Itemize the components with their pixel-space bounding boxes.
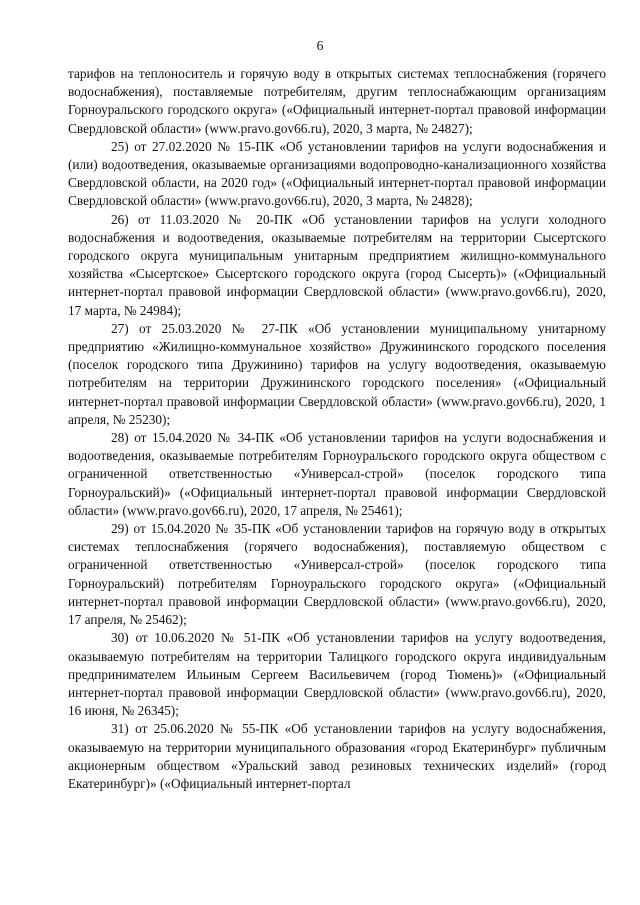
paragraph-continuation: тарифов на теплоноситель и горячую воду в открытых системах теплоснабжения (горячего водоснабжения), поставляемые потребителям, другим теплоснабжающим организациям Горноуральского городского округа» («Официальный интернет-портал правовой информации Свердловской области» (www.pravo.gov66.ru), 2020, 3 марта, № 24827); — [68, 66, 606, 136]
document-body — [68, 65, 606, 793]
page-number: 6 — [316, 38, 324, 53]
paragraph-item-28: 28) от 15.04.2020 № 34-ПК «Об установлении тарифов на услуги водоснабжения и водоотведения, оказываемые потребителям Горноуральского городского округа обществом с ограниченной ответственностью «Универсал-строй» (поселок городского типа Горноуральский)» («Официальный интернет-портал правовой информации Свердловской области» (www.pravo.gov66.ru), 2020, 17 апреля, № 25461); — [68, 430, 606, 518]
paragraph-item-25: 25) от 27.02.2020 № 15-ПК «Об установлении тарифов на услуги водоснабжения и (или) водоотведения, оказываемые организациями водопроводно-канализационного хозяйства Свердловской области, на 2020 год» («Официальный интернет-портал правовой информации Свердловской области» (www.pravo.gov66.ru), 2020, 3 марта, № 24828); — [68, 138, 606, 209]
paragraph-item-29: 29) от 15.04.2020 № 35-ПК «Об установлении тарифов на горячую воду в открытых системах теплоснабжения (горячего водоснабжения), поставляемую обществом с ограниченной ответственностью «Универсал-строй» (поселок городского типа Горноуральский) потребителям Горноуральского городского округа» («Официальный интернет-портал правовой информации Свердловской области» (www.pravo.gov66.ru), 2020, 17 апреля, № 25462); — [68, 521, 606, 628]
paragraph-item-26: 26) от 11.03.2020 № 20-ПК «Об установлении тарифов на услуги холодного водоснабжения и водоотведения, оказываемые потребителям на территории Сысертского городского округа муниципальным унитарным предприятием жилищно-коммунального хозяйства «Сысертское» Сысертского городского округа (город Сысерть)» («Официальный интернет-портал правовой информации Свердловской области» (www.pravo.gov66.ru), 2020, 17 марта, № 24984); — [68, 211, 606, 318]
paragraph-item-31: 31) от 25.06.2020 № 55-ПК «Об установлении тарифов на услугу водоснабжения, оказываемую на территории муниципального образования «город Екатеринбург» публичным акционерным обществом «Уральский завод резиновых технических изделий» (город Екатеринбург)» («Официальный интернет-портал — [68, 721, 606, 791]
paragraph-item-30: 30) от 10.06.2020 № 51-ПК «Об установлении тарифов на услугу водоотведения, оказываемую потребителям на территории Талицкого городского округа индивидуальным предпринимателем Ильиным Сергеем Васильевичем (город Тюмень)» («Официальный интернет-портал правовой информации Свердловской области» (www.pravo.gov66.ru), 2020, 16 июня, № 26345); — [68, 630, 606, 719]
paragraph-item-27: 27) от 25.03.2020 № 27-ПК «Об установлении муниципальному унитарному предприятию «Жилищно-коммунальное хозяйство» Дружининского городского поселения (поселок городского типа Дружинино) тарифов на услугу водоотведения, оказываемую потребителям на территории Дружининского городского поселения» («Официальный интернет-портал правовой информации Свердловской области» (www.pravo.gov66.ru), 2020, 1 апреля, № 25230); — [68, 320, 606, 427]
